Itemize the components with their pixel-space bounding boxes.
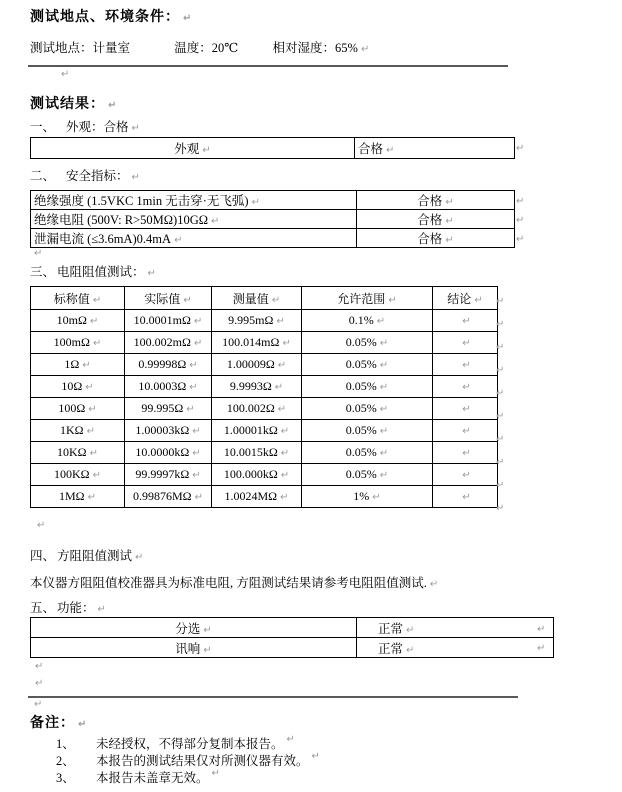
function-result-cell bbox=[357, 638, 554, 658]
paragraph-mark-icon: ↵ bbox=[372, 492, 381, 503]
paragraph-mark-icon: ↵ bbox=[311, 751, 320, 762]
paragraph-mark-icon: ↵ bbox=[86, 426, 95, 437]
humidity-value: 65% bbox=[335, 41, 358, 55]
row-end-mark-icon: ↵ bbox=[516, 234, 525, 245]
section1-heading bbox=[30, 117, 140, 135]
table-row bbox=[31, 638, 554, 658]
env-values-line bbox=[30, 38, 369, 56]
section3-heading bbox=[30, 262, 156, 280]
paragraph-mark-icon: ↵ bbox=[277, 360, 287, 371]
table-row bbox=[31, 618, 554, 638]
table-row bbox=[31, 210, 515, 229]
cell-text: 1.00009Ω bbox=[226, 357, 275, 371]
paragraph-mark-icon: ↵ bbox=[379, 360, 389, 371]
paragraph-mark-icon: ↵ bbox=[271, 294, 281, 306]
test-results-title-text: 测试结果： bbox=[30, 97, 105, 112]
conclusion-cell bbox=[433, 398, 498, 420]
paragraph-mark-icon: ↵ bbox=[203, 624, 212, 636]
paragraph-mark-icon: ↵ bbox=[280, 426, 290, 437]
temperature-label: 温度： bbox=[174, 41, 212, 55]
test-results-title bbox=[30, 93, 117, 113]
range-cell bbox=[302, 354, 433, 376]
measured-cell bbox=[212, 354, 302, 376]
nominal-cell bbox=[31, 354, 125, 376]
safety-item: 泄漏电流 (≤3.6mA)0.4mA bbox=[34, 232, 172, 246]
cell-text: 1Ω bbox=[64, 357, 80, 371]
paragraph-mark-icon: ↵ bbox=[186, 404, 195, 415]
safety-item-cell bbox=[31, 229, 357, 248]
conclusion-cell bbox=[433, 354, 498, 376]
section1-title: 外观：合格 bbox=[66, 120, 129, 134]
paragraph-mark-icon: ↵ bbox=[445, 216, 454, 227]
section1-number: 一、 bbox=[30, 120, 56, 134]
paragraph-mark-icon: ↵ bbox=[78, 719, 88, 730]
cell-text: 0.05% bbox=[345, 379, 377, 393]
paragraph-mark-icon: ↵ bbox=[193, 316, 203, 327]
function-result: 正常 bbox=[378, 621, 404, 636]
paragraph-mark-icon: ↵ bbox=[192, 426, 201, 437]
row-end-mark-icon: ↵ bbox=[516, 143, 525, 154]
remark-number: 3、 bbox=[56, 771, 75, 785]
paragraph-mark-icon: ↵ bbox=[135, 552, 144, 563]
paragraph-mark-icon: ↵ bbox=[379, 382, 389, 393]
function-result-cell bbox=[357, 618, 554, 638]
safety-result: 合格 bbox=[417, 213, 443, 227]
measured-cell bbox=[212, 442, 302, 464]
remark-item bbox=[56, 768, 220, 786]
appearance-table bbox=[30, 137, 515, 159]
paragraph-mark-icon: ↵ bbox=[462, 360, 471, 371]
row-end-mark-icon: ↵ bbox=[496, 342, 505, 353]
paragraph-mark-icon: ↵ bbox=[360, 44, 370, 55]
paragraph-mark-icon: ↵ bbox=[379, 448, 389, 459]
remark-number: 2、 bbox=[56, 754, 75, 768]
remark-text: 本报告的测试结果仅对所测仪器有效。 bbox=[96, 754, 309, 768]
cell-text: 0.05% bbox=[345, 357, 377, 371]
cell-text: 10.0015kΩ bbox=[223, 445, 278, 459]
paragraph-mark-icon: ↵ bbox=[462, 426, 471, 437]
paragraph-mark-icon: ↵ bbox=[34, 699, 43, 710]
safety-result-cell bbox=[357, 210, 515, 229]
paragraph-mark-icon: ↵ bbox=[189, 360, 198, 371]
remark-item bbox=[56, 734, 295, 752]
paragraph-mark-icon: ↵ bbox=[376, 316, 386, 327]
paragraph-mark-icon: ↵ bbox=[462, 338, 471, 349]
paragraph-mark-icon: ↵ bbox=[89, 448, 98, 459]
section5-number: 五、 bbox=[30, 601, 56, 615]
paragraph-mark-icon: ↵ bbox=[183, 294, 192, 306]
row-end-mark-icon: ↵ bbox=[516, 196, 525, 207]
actual-cell bbox=[125, 332, 212, 354]
range-cell bbox=[302, 464, 433, 486]
paragraph-mark-icon: ↵ bbox=[85, 382, 94, 393]
row-end-marks bbox=[537, 620, 545, 658]
paragraph-mark-icon: ↵ bbox=[462, 404, 471, 415]
test-location-value: 计量室 bbox=[92, 41, 131, 55]
paragraph-mark-icon: ↵ bbox=[282, 338, 291, 349]
paragraph-mark-icon: ↵ bbox=[379, 470, 389, 481]
table-row bbox=[31, 464, 498, 486]
cell-text: 0.05% bbox=[345, 335, 377, 349]
table-row bbox=[31, 486, 498, 508]
range-cell bbox=[302, 332, 433, 354]
cell-text: 0.99876MΩ bbox=[133, 489, 192, 503]
function-result: 正常 bbox=[378, 641, 404, 656]
paragraph-mark-icon: ↵ bbox=[174, 235, 183, 246]
measured-cell bbox=[212, 486, 302, 508]
safety-result: 合格 bbox=[417, 194, 443, 208]
actual-cell bbox=[125, 420, 212, 442]
paragraph-mark-icon: ↵ bbox=[462, 448, 471, 459]
section4-number: 四、 bbox=[30, 549, 56, 563]
cell-text: 1.00001kΩ bbox=[223, 423, 278, 437]
paragraph-mark-icon: ↵ bbox=[189, 382, 198, 393]
measured-cell bbox=[212, 376, 302, 398]
appearance-item-cell bbox=[31, 138, 355, 159]
paragraph-mark-icon: ↵ bbox=[276, 316, 285, 327]
cell-text: 100Ω bbox=[58, 401, 86, 415]
paragraph-mark-icon: ↵ bbox=[203, 644, 212, 656]
nominal-cell bbox=[31, 398, 125, 420]
nominal-cell bbox=[31, 376, 125, 398]
col-header-nominal bbox=[31, 287, 125, 310]
range-cell bbox=[302, 486, 433, 508]
row-end-marks bbox=[516, 192, 524, 249]
paragraph-mark-icon: ↵ bbox=[462, 470, 471, 481]
actual-cell bbox=[125, 442, 212, 464]
actual-cell bbox=[125, 310, 212, 332]
row-end-mark-icon: ↵ bbox=[496, 365, 505, 376]
paragraph-mark-icon: ↵ bbox=[406, 624, 415, 636]
table-row bbox=[31, 138, 515, 159]
cell-text: 0.99998Ω bbox=[138, 357, 187, 371]
paragraph-mark-icon: ↵ bbox=[429, 579, 439, 590]
cell-text: 0.05% bbox=[345, 467, 377, 481]
remarks-title-text: 备注： bbox=[30, 716, 75, 731]
function-table bbox=[30, 617, 554, 658]
section4-note bbox=[30, 573, 438, 591]
row-end-mark-icon: ↵ bbox=[537, 624, 546, 635]
cell-text: 10.0003Ω bbox=[138, 379, 187, 393]
col-header-conclusion bbox=[433, 287, 498, 310]
conclusion-cell bbox=[433, 310, 498, 332]
safety-item: 绝缘电阻 (500V: R>50MΩ)10GΩ bbox=[34, 213, 209, 227]
env-conditions-title bbox=[30, 6, 192, 26]
table-row bbox=[31, 442, 498, 464]
function-item: 分选 bbox=[175, 621, 201, 636]
row-end-marks bbox=[516, 139, 524, 159]
section3-title: 电阻阻值测试： bbox=[57, 265, 145, 279]
range-cell bbox=[302, 376, 433, 398]
resistance-table bbox=[30, 286, 498, 508]
section4-heading bbox=[30, 546, 143, 564]
cell-text: 99.9997kΩ bbox=[135, 467, 190, 481]
header-text: 允许范围 bbox=[337, 291, 386, 306]
row-end-mark-icon: ↵ bbox=[537, 643, 546, 654]
range-cell bbox=[302, 398, 433, 420]
header-text: 实际值 bbox=[144, 291, 181, 306]
table-row bbox=[31, 229, 515, 248]
safety-item-cell bbox=[31, 191, 357, 210]
safety-item-cell bbox=[31, 210, 357, 229]
table-row bbox=[31, 354, 498, 376]
row-end-mark-icon: ↵ bbox=[496, 319, 505, 330]
paragraph-mark-icon: ↵ bbox=[474, 294, 483, 306]
table-row bbox=[31, 376, 498, 398]
paragraph-mark-icon: ↵ bbox=[280, 448, 290, 459]
row-end-mark-icon: ↵ bbox=[496, 434, 505, 445]
cell-text: 100.002Ω bbox=[226, 401, 275, 415]
table-row bbox=[31, 420, 498, 442]
horizontal-rule-top bbox=[28, 65, 508, 67]
row-end-marks bbox=[496, 290, 504, 520]
cell-text: 10.0001mΩ bbox=[133, 313, 191, 327]
function-item-cell bbox=[31, 618, 357, 638]
paragraph-mark-icon: ↵ bbox=[194, 492, 203, 503]
remark-item bbox=[56, 751, 320, 769]
measured-cell bbox=[212, 420, 302, 442]
paragraph-mark-icon: ↵ bbox=[61, 69, 70, 80]
remark-number: 1、 bbox=[56, 737, 75, 751]
paragraph-mark-icon: ↵ bbox=[88, 404, 97, 415]
safety-result-cell bbox=[357, 191, 515, 210]
function-item-cell bbox=[31, 638, 357, 658]
cell-text: 100mΩ bbox=[53, 335, 90, 349]
paragraph-mark-icon: ↵ bbox=[211, 216, 220, 227]
col-header-measured bbox=[212, 287, 302, 310]
nominal-cell bbox=[31, 442, 125, 464]
section2-number: 二、 bbox=[30, 169, 56, 183]
safety-result-cell bbox=[357, 229, 515, 248]
paragraph-mark-icon: ↵ bbox=[92, 294, 102, 306]
cell-text: 100.000kΩ bbox=[223, 467, 278, 481]
safety-item: 绝缘强度 (1.5VKC 1min 无击穿·无飞弧) bbox=[34, 194, 249, 208]
paragraph-mark-icon: ↵ bbox=[183, 13, 193, 24]
row-end-mark-icon: ↵ bbox=[516, 215, 525, 226]
paragraph-mark-icon: ↵ bbox=[131, 172, 140, 183]
paragraph-mark-icon: ↵ bbox=[192, 448, 201, 459]
appearance-result-cell bbox=[355, 138, 515, 159]
safety-result: 合格 bbox=[417, 232, 443, 246]
paragraph-mark-icon: ↵ bbox=[97, 604, 106, 615]
paragraph-mark-icon: ↵ bbox=[379, 404, 389, 415]
actual-cell bbox=[125, 376, 212, 398]
paragraph-mark-icon: ↵ bbox=[34, 248, 43, 259]
range-cell bbox=[302, 420, 433, 442]
paragraph-mark-icon: ↵ bbox=[286, 734, 295, 745]
cell-text: 0.05% bbox=[345, 445, 377, 459]
paragraph-mark-icon: ↵ bbox=[87, 492, 96, 503]
cell-text: 0.1% bbox=[348, 313, 374, 327]
paragraph-mark-icon: ↵ bbox=[92, 470, 101, 481]
section4-title: 方阻阻值测试 bbox=[57, 549, 133, 563]
paragraph-mark-icon: ↵ bbox=[202, 145, 211, 156]
section2-title: 安全指标： bbox=[66, 169, 129, 183]
paragraph-mark-icon: ↵ bbox=[35, 661, 44, 672]
remark-text: 未经授权，不得部分复制本报告。 bbox=[96, 737, 284, 751]
test-location-label: 测试地点： bbox=[30, 41, 93, 55]
conclusion-cell bbox=[433, 376, 498, 398]
paragraph-mark-icon: ↵ bbox=[406, 644, 415, 656]
header-text: 结论 bbox=[447, 291, 472, 306]
temperature-value: 20℃ bbox=[211, 41, 239, 55]
section5-title: 功能： bbox=[57, 601, 95, 615]
cell-text: 1.0024MΩ bbox=[224, 489, 278, 503]
section3-number: 三、 bbox=[30, 265, 56, 279]
row-end-mark-icon: ↵ bbox=[496, 388, 505, 399]
function-item: 讯响 bbox=[175, 641, 201, 656]
paragraph-mark-icon: ↵ bbox=[82, 360, 91, 371]
conclusion-cell bbox=[433, 332, 498, 354]
cell-text: 9.9993Ω bbox=[229, 379, 272, 393]
paragraph-mark-icon: ↵ bbox=[445, 235, 454, 246]
table-row bbox=[31, 332, 498, 354]
cell-text: 100.014mΩ bbox=[222, 335, 280, 349]
cell-text: 10mΩ bbox=[56, 313, 87, 327]
remark-text: 本报告未盖章无效。 bbox=[96, 771, 209, 785]
measured-cell bbox=[212, 332, 302, 354]
paragraph-mark-icon: ↵ bbox=[147, 268, 156, 279]
paragraph-mark-icon: ↵ bbox=[92, 338, 102, 349]
conclusion-cell bbox=[433, 486, 498, 508]
cell-text: 10KΩ bbox=[57, 445, 87, 459]
paragraph-mark-icon: ↵ bbox=[211, 768, 220, 779]
measured-cell bbox=[212, 310, 302, 332]
paragraph-mark-icon: ↵ bbox=[35, 678, 44, 689]
cell-text: 10.0000kΩ bbox=[135, 445, 190, 459]
paragraph-mark-icon: ↵ bbox=[274, 382, 284, 393]
table-row bbox=[31, 191, 515, 210]
range-cell bbox=[302, 310, 433, 332]
paragraph-mark-icon: ↵ bbox=[462, 316, 471, 327]
section5-heading bbox=[30, 598, 106, 616]
section2-heading bbox=[30, 166, 140, 184]
paragraph-mark-icon: ↵ bbox=[462, 382, 471, 393]
section4-note-text: 本仪器方阻阻值校准器具为标准电阻, 方阻测试结果请参考电阻阻值测试. bbox=[30, 576, 427, 590]
col-header-range bbox=[302, 287, 433, 310]
paragraph-mark-icon: ↵ bbox=[192, 470, 201, 481]
paragraph-mark-icon: ↵ bbox=[193, 338, 203, 349]
paragraph-mark-icon: ↵ bbox=[462, 492, 471, 503]
nominal-cell bbox=[31, 420, 125, 442]
nominal-cell bbox=[31, 310, 125, 332]
humidity-label: 相对湿度： bbox=[272, 41, 336, 55]
cell-text: 100KΩ bbox=[54, 467, 90, 481]
table-row bbox=[31, 310, 498, 332]
row-end-mark-icon: ↵ bbox=[496, 296, 505, 307]
paragraph-mark-icon: ↵ bbox=[280, 492, 289, 503]
nominal-cell bbox=[31, 486, 125, 508]
conclusion-cell bbox=[433, 420, 498, 442]
paragraph-mark-icon: ↵ bbox=[131, 123, 140, 134]
paragraph-mark-icon: ↵ bbox=[89, 316, 99, 327]
remarks-title bbox=[30, 712, 87, 732]
actual-cell bbox=[125, 354, 212, 376]
paragraph-mark-icon: ↵ bbox=[379, 338, 389, 349]
conclusion-cell bbox=[433, 464, 498, 486]
range-cell bbox=[302, 442, 433, 464]
cell-text: 1.00003kΩ bbox=[135, 423, 190, 437]
conclusion-cell bbox=[433, 442, 498, 464]
col-header-actual bbox=[125, 287, 212, 310]
actual-cell bbox=[125, 464, 212, 486]
header-text: 测量值 bbox=[232, 291, 269, 306]
row-end-mark-icon: ↵ bbox=[496, 457, 505, 468]
measured-cell bbox=[212, 398, 302, 420]
cell-text: 1MΩ bbox=[59, 489, 85, 503]
row-end-mark-icon: ↵ bbox=[496, 480, 505, 491]
cell-text: 0.05% bbox=[345, 423, 377, 437]
row-end-mark-icon: ↵ bbox=[496, 411, 505, 422]
row-end-mark-icon: ↵ bbox=[496, 503, 505, 514]
cell-text: 9.995mΩ bbox=[228, 313, 274, 327]
table-row bbox=[31, 398, 498, 420]
cell-text: 10Ω bbox=[61, 379, 83, 393]
nominal-cell bbox=[31, 332, 125, 354]
horizontal-rule-bottom bbox=[28, 696, 518, 698]
safety-table bbox=[30, 190, 515, 248]
appearance-item: 外观 bbox=[174, 142, 200, 156]
measured-cell bbox=[212, 464, 302, 486]
header-text: 标称值 bbox=[53, 291, 90, 306]
cell-text: 1% bbox=[353, 489, 370, 503]
paragraph-mark-icon: ↵ bbox=[251, 197, 260, 208]
env-conditions-title-text: 测试地点、环境条件： bbox=[30, 10, 180, 25]
paragraph-mark-icon: ↵ bbox=[388, 294, 397, 306]
cell-text: 100.002mΩ bbox=[133, 335, 191, 349]
cell-text: 1KΩ bbox=[60, 423, 84, 437]
actual-cell bbox=[125, 398, 212, 420]
paragraph-mark-icon: ↵ bbox=[37, 520, 46, 531]
nominal-cell bbox=[31, 464, 125, 486]
cell-text: 0.05% bbox=[345, 401, 377, 415]
cell-text: 99.995Ω bbox=[141, 401, 184, 415]
appearance-result: 合格 bbox=[358, 142, 384, 156]
paragraph-mark-icon: ↵ bbox=[108, 100, 118, 111]
paragraph-mark-icon: ↵ bbox=[445, 197, 454, 208]
paragraph-mark-icon: ↵ bbox=[386, 145, 395, 156]
table-header-row bbox=[31, 287, 498, 310]
paragraph-mark-icon: ↵ bbox=[277, 404, 287, 415]
paragraph-mark-icon: ↵ bbox=[280, 470, 290, 481]
paragraph-mark-icon: ↵ bbox=[379, 426, 389, 437]
actual-cell bbox=[125, 486, 212, 508]
